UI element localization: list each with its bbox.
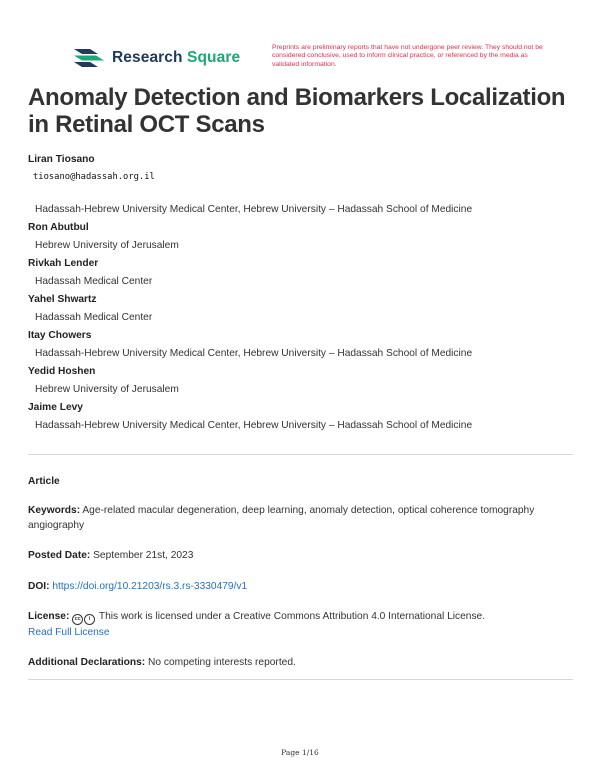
- author-affiliation: Hebrew University of Jerusalem: [35, 384, 179, 395]
- author-name: Yedid Hoshen: [28, 366, 96, 377]
- author-email[interactable]: tiosano@hadassah.org.il: [33, 172, 155, 182]
- logo-wordmark: Research Square: [112, 49, 241, 66]
- keywords-label: Keywords:: [28, 505, 81, 516]
- attribution-icon: i: [84, 614, 95, 625]
- page-header: [74, 44, 544, 78]
- author-affiliation: Hadassah Medical Center: [35, 312, 153, 323]
- additional-declarations: [28, 655, 573, 670]
- author-affiliation: Hebrew University of Jerusalem: [35, 240, 179, 251]
- author-name: Rivkah Lender: [28, 258, 99, 269]
- divider: [28, 679, 573, 680]
- research-square-logo-icon: [74, 46, 104, 70]
- read-full-license-link[interactable]: Read Full License: [28, 627, 110, 638]
- author-name: Itay Chowers: [28, 330, 92, 341]
- page-number: Page 1/16: [281, 748, 319, 757]
- research-square-logo[interactable]: [74, 46, 240, 70]
- declarations-value: No competing interests reported.: [148, 657, 296, 668]
- author-affiliation: Hadassah Medical Center: [35, 276, 153, 287]
- doi-link[interactable]: https://doi.org/10.21203/rs.3.rs-3330479/v1: [52, 581, 248, 592]
- author-list: [28, 154, 578, 438]
- keywords: [28, 503, 573, 533]
- posted-date-value: September 21st, 2023: [93, 550, 194, 561]
- posted-date: [28, 548, 573, 563]
- license: [28, 609, 573, 640]
- author-name: Yahel Shwartz: [28, 294, 97, 305]
- divider: [28, 454, 573, 455]
- license-label: License:: [28, 611, 70, 622]
- author-affiliation: Hadassah-Hebrew University Medical Center, Hebrew University – Hadassah School of Medicine: [35, 420, 473, 431]
- doi: [28, 579, 573, 594]
- posted-date-label: Posted Date:: [28, 550, 91, 561]
- author-affiliation: Hadassah-Hebrew University Medical Center, Hebrew University – Hadassah School of Medicine: [35, 204, 473, 215]
- author-affiliation: Hadassah-Hebrew University Medical Center, Hebrew University – Hadassah School of Medicine: [35, 348, 473, 359]
- author-name: Ron Abutbul: [28, 222, 89, 233]
- paper-title: Anomaly Detection and Biomarkers Localization in Retinal OCT Scans: [28, 84, 566, 138]
- declarations-label: Additional Declarations:: [28, 657, 146, 668]
- doi-label: DOI:: [28, 581, 50, 592]
- license-text: This work is licensed under a Creative Commons Attribution 4.0 International License.: [98, 611, 486, 622]
- author-name: Jaime Levy: [28, 402, 83, 413]
- preprint-notice: Preprints are preliminary reports that have not undergone peer review. They should not be considered conclusive, used to inform clinical practice, or referenced by the media as validated information.: [272, 44, 543, 68]
- keywords-value: Age-related macular degeneration, deep learning, anomaly detection, optical coherence tomography angiography: [28, 505, 535, 531]
- article-type: Article: [28, 476, 60, 487]
- author-name: Liran Tiosano: [28, 154, 95, 165]
- creative-commons-icon: cc: [72, 614, 83, 625]
